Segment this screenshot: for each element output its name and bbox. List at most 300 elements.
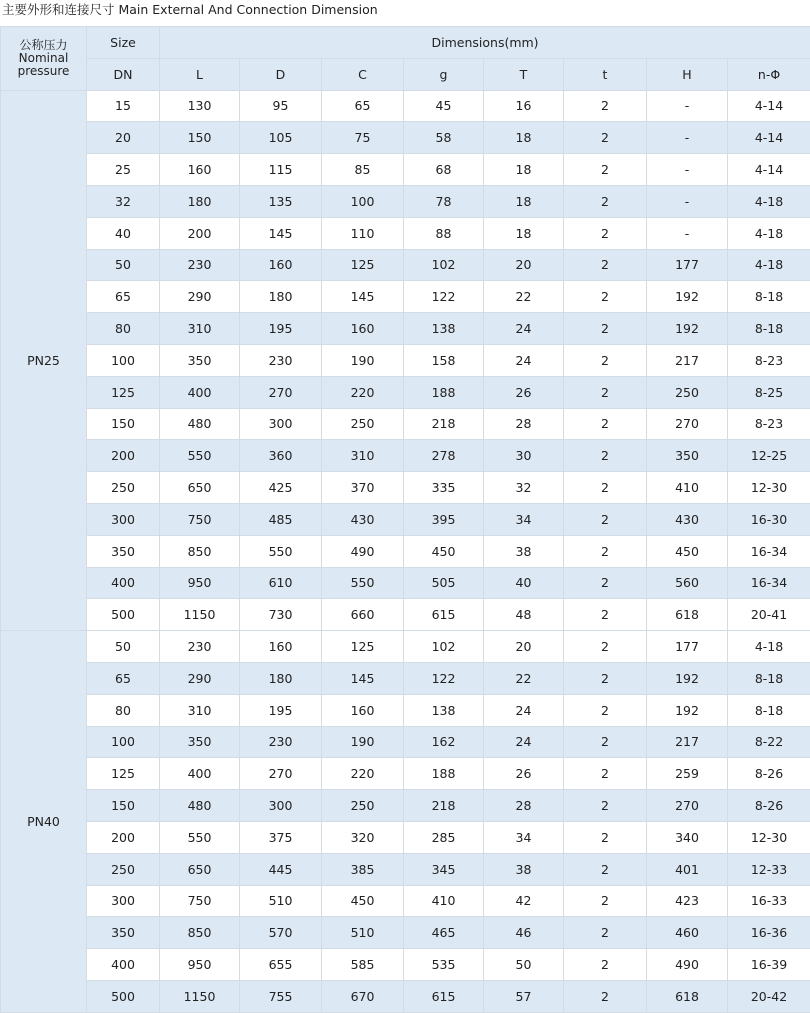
table-row	[1, 376, 810, 408]
table-cell: 24	[484, 694, 564, 726]
table-cell: 300	[87, 885, 160, 917]
table-cell: 200	[87, 821, 160, 853]
table-cell: 360	[240, 440, 322, 472]
table-cell: 18	[484, 185, 564, 217]
table-cell: 618	[647, 980, 728, 1012]
table-cell: 755	[240, 980, 322, 1012]
table-cell: 40	[87, 217, 160, 249]
table-row	[1, 440, 810, 472]
table-cell: -	[647, 90, 728, 122]
table-cell: 8-18	[728, 313, 810, 345]
table-cell: 20-42	[728, 980, 810, 1012]
table-cell: 410	[404, 885, 484, 917]
table-cell: 28	[484, 408, 564, 440]
header-col-h: H	[647, 58, 728, 90]
table-cell: 158	[404, 344, 484, 376]
table-cell: 58	[404, 122, 484, 154]
table-cell: 8-22	[728, 726, 810, 758]
table-cell: 20-41	[728, 599, 810, 631]
table-cell: 500	[87, 980, 160, 1012]
table-cell: 450	[322, 885, 404, 917]
table-cell: 192	[647, 313, 728, 345]
table-cell: 2	[564, 758, 647, 790]
table-cell: 950	[160, 949, 240, 981]
table-cell: 217	[647, 344, 728, 376]
table-cell: 135	[240, 185, 322, 217]
table-cell: 145	[322, 662, 404, 694]
table-cell: 290	[160, 281, 240, 313]
header-col-t-upper: T	[484, 58, 564, 90]
table-cell: 550	[322, 567, 404, 599]
table-cell: 300	[240, 408, 322, 440]
table-cell: 250	[87, 472, 160, 504]
table-cell: 490	[322, 535, 404, 567]
table-row	[1, 885, 810, 917]
table-cell: 160	[322, 694, 404, 726]
table-row	[1, 535, 810, 567]
table-cell: 2	[564, 408, 647, 440]
table-cell: 57	[484, 980, 564, 1012]
table-cell: -	[647, 154, 728, 186]
table-cell: 192	[647, 662, 728, 694]
table-cell: 95	[240, 90, 322, 122]
table-cell: 8-25	[728, 376, 810, 408]
table-cell: 350	[87, 917, 160, 949]
table-cell: 50	[87, 631, 160, 663]
table-cell: 2	[564, 281, 647, 313]
table-cell: 340	[647, 821, 728, 853]
table-cell: 25	[87, 154, 160, 186]
table-cell: 160	[240, 249, 322, 281]
table-cell: 345	[404, 853, 484, 885]
table-cell: 250	[647, 376, 728, 408]
table-cell: 145	[240, 217, 322, 249]
table-cell: 150	[160, 122, 240, 154]
table-cell: 400	[160, 376, 240, 408]
dimension-table	[0, 26, 810, 1013]
table-cell: 102	[404, 249, 484, 281]
table-cell: 1150	[160, 980, 240, 1012]
table-cell: 8-23	[728, 408, 810, 440]
table-cell: 50	[484, 949, 564, 981]
table-cell: 190	[322, 344, 404, 376]
table-cell: 320	[322, 821, 404, 853]
table-cell: 192	[647, 694, 728, 726]
table-cell: 285	[404, 821, 484, 853]
table-row	[1, 408, 810, 440]
table-cell: 230	[160, 631, 240, 663]
pressure-group-label: PN40	[1, 631, 87, 1013]
table-cell: 550	[160, 440, 240, 472]
table-cell: 32	[87, 185, 160, 217]
table-cell: 100	[87, 344, 160, 376]
table-cell: 4-18	[728, 631, 810, 663]
table-cell: 188	[404, 376, 484, 408]
table-cell: 177	[647, 631, 728, 663]
table-cell: 150	[87, 408, 160, 440]
table-row	[1, 90, 810, 122]
table-cell: 2	[564, 313, 647, 345]
table-cell: 250	[322, 408, 404, 440]
header-col-t-lower: t	[564, 58, 647, 90]
table-cell: 335	[404, 472, 484, 504]
table-cell: 180	[240, 662, 322, 694]
table-cell: 250	[322, 790, 404, 822]
table-cell: 8-18	[728, 281, 810, 313]
table-cell: 2	[564, 217, 647, 249]
table-cell: 20	[484, 249, 564, 281]
table-cell: 2	[564, 949, 647, 981]
table-cell: 505	[404, 567, 484, 599]
table-cell: 160	[160, 154, 240, 186]
table-cell: 500	[87, 599, 160, 631]
header-col-g: g	[404, 58, 484, 90]
table-cell: 110	[322, 217, 404, 249]
table-cell: 65	[322, 90, 404, 122]
table-cell: 4-18	[728, 185, 810, 217]
table-cell: 12-30	[728, 821, 810, 853]
table-row	[1, 122, 810, 154]
table-cell: 2	[564, 122, 647, 154]
table-cell: 32	[484, 472, 564, 504]
table-cell: 24	[484, 344, 564, 376]
table-title: 主要外形和连接尺寸 Main External And Connection Dimension	[2, 2, 378, 17]
header-columns	[1, 58, 810, 90]
table-cell: 24	[484, 313, 564, 345]
header-col-n-phi: n-Φ	[728, 58, 810, 90]
table-row	[1, 249, 810, 281]
table-cell: 138	[404, 694, 484, 726]
table-cell: 480	[160, 408, 240, 440]
table-cell: 2	[564, 185, 647, 217]
table-row	[1, 503, 810, 535]
header-dimensions: Dimensions(mm)	[160, 27, 810, 59]
table-row	[1, 472, 810, 504]
table-cell: 48	[484, 599, 564, 631]
table-cell: 585	[322, 949, 404, 981]
table-cell: 270	[647, 790, 728, 822]
table-row	[1, 344, 810, 376]
table-cell: 26	[484, 376, 564, 408]
table-cell: 560	[647, 567, 728, 599]
table-cell: 45	[404, 90, 484, 122]
table-cell: 350	[87, 535, 160, 567]
table-cell: 18	[484, 217, 564, 249]
table-cell: 480	[160, 790, 240, 822]
table-cell: 270	[647, 408, 728, 440]
table-cell: 290	[160, 662, 240, 694]
table-cell: 8-26	[728, 790, 810, 822]
table-cell: 370	[322, 472, 404, 504]
table-cell: 20	[484, 631, 564, 663]
table-row	[1, 313, 810, 345]
table-cell: 650	[160, 472, 240, 504]
table-cell: 250	[87, 853, 160, 885]
table-header	[1, 27, 810, 91]
table-cell: 162	[404, 726, 484, 758]
table-row	[1, 694, 810, 726]
table-cell: 80	[87, 313, 160, 345]
pressure-group-label: PN25	[1, 90, 87, 631]
table-cell: 160	[322, 313, 404, 345]
table-cell: 230	[240, 344, 322, 376]
table-cell: 850	[160, 535, 240, 567]
table-cell: 8-18	[728, 662, 810, 694]
table-cell: 550	[160, 821, 240, 853]
table-cell: 4-14	[728, 122, 810, 154]
table-cell: 300	[87, 503, 160, 535]
table-cell: 130	[160, 90, 240, 122]
table-cell: 145	[322, 281, 404, 313]
table-cell: 150	[87, 790, 160, 822]
table-cell: 42	[484, 885, 564, 917]
table-cell: 88	[404, 217, 484, 249]
table-cell: 30	[484, 440, 564, 472]
table-row	[1, 631, 810, 663]
table-cell: 15	[87, 90, 160, 122]
table-cell: 230	[160, 249, 240, 281]
table-cell: 28	[484, 790, 564, 822]
table-cell: 670	[322, 980, 404, 1012]
table-row	[1, 662, 810, 694]
table-cell: 220	[322, 758, 404, 790]
table-cell: 425	[240, 472, 322, 504]
table-cell: 80	[87, 694, 160, 726]
table-cell: 38	[484, 535, 564, 567]
table-cell: 230	[240, 726, 322, 758]
table-cell: 310	[322, 440, 404, 472]
table-cell: 460	[647, 917, 728, 949]
table-cell: 24	[484, 726, 564, 758]
table-cell: 180	[160, 185, 240, 217]
table-cell: 40	[484, 567, 564, 599]
table-cell: 160	[240, 631, 322, 663]
table-cell: 2	[564, 662, 647, 694]
table-cell: 2	[564, 249, 647, 281]
table-cell: 278	[404, 440, 484, 472]
table-cell: 22	[484, 281, 564, 313]
table-cell: 12-33	[728, 853, 810, 885]
table-cell: 270	[240, 758, 322, 790]
table-cell: 195	[240, 694, 322, 726]
header-col-d: D	[240, 58, 322, 90]
table-cell: 65	[87, 281, 160, 313]
table-cell: 430	[322, 503, 404, 535]
table-cell: 16-34	[728, 535, 810, 567]
table-cell: 2	[564, 90, 647, 122]
table-cell: 259	[647, 758, 728, 790]
table-cell: 20	[87, 122, 160, 154]
table-cell: 375	[240, 821, 322, 853]
table-cell: 610	[240, 567, 322, 599]
table-cell: 195	[240, 313, 322, 345]
table-cell: 2	[564, 599, 647, 631]
table-cell: 310	[160, 694, 240, 726]
table-body	[1, 90, 810, 1012]
table-cell: 100	[322, 185, 404, 217]
table-cell: 85	[322, 154, 404, 186]
table-cell: 270	[240, 376, 322, 408]
table-cell: 2	[564, 694, 647, 726]
table-cell: 730	[240, 599, 322, 631]
table-cell: 217	[647, 726, 728, 758]
table-cell: 350	[647, 440, 728, 472]
table-cell: 100	[87, 726, 160, 758]
table-cell: 4-14	[728, 90, 810, 122]
table-row	[1, 821, 810, 853]
table-cell: 2	[564, 472, 647, 504]
table-cell: 750	[160, 885, 240, 917]
table-cell: 410	[647, 472, 728, 504]
table-cell: 310	[160, 313, 240, 345]
table-cell: 385	[322, 853, 404, 885]
table-cell: 450	[404, 535, 484, 567]
table-row	[1, 599, 810, 631]
table-cell: 423	[647, 885, 728, 917]
table-cell: 2	[564, 726, 647, 758]
table-cell: 180	[240, 281, 322, 313]
table-row	[1, 567, 810, 599]
table-cell: 2	[564, 631, 647, 663]
table-cell: 535	[404, 949, 484, 981]
table-row	[1, 853, 810, 885]
table-cell: 16-39	[728, 949, 810, 981]
table-cell: 190	[322, 726, 404, 758]
table-cell: 615	[404, 980, 484, 1012]
table-cell: 12-25	[728, 440, 810, 472]
table-cell: 510	[322, 917, 404, 949]
table-row	[1, 154, 810, 186]
table-cell: 2	[564, 885, 647, 917]
table-cell: 350	[160, 344, 240, 376]
table-row	[1, 185, 810, 217]
table-cell: 177	[647, 249, 728, 281]
table-cell: 2	[564, 440, 647, 472]
table-cell: 2	[564, 376, 647, 408]
table-cell: 350	[160, 726, 240, 758]
table-row	[1, 726, 810, 758]
table-cell: 38	[484, 853, 564, 885]
table-cell: 4-14	[728, 154, 810, 186]
table-cell: 2	[564, 535, 647, 567]
table-cell: 68	[404, 154, 484, 186]
table-cell: 22	[484, 662, 564, 694]
table-cell: 26	[484, 758, 564, 790]
table-cell: 200	[160, 217, 240, 249]
table-cell: 12-30	[728, 472, 810, 504]
table-cell: 115	[240, 154, 322, 186]
header-col-dn: DN	[87, 58, 160, 90]
table-cell: 1150	[160, 599, 240, 631]
table-cell: 16-34	[728, 567, 810, 599]
table-cell: 125	[87, 376, 160, 408]
table-row	[1, 217, 810, 249]
table-cell: 16-33	[728, 885, 810, 917]
table-cell: 2	[564, 853, 647, 885]
table-cell: 570	[240, 917, 322, 949]
table-cell: 655	[240, 949, 322, 981]
header-size: Size	[87, 27, 160, 59]
table-cell: 401	[647, 853, 728, 885]
table-cell: 618	[647, 599, 728, 631]
header-col-c: C	[322, 58, 404, 90]
table-cell: 615	[404, 599, 484, 631]
table-cell: 450	[647, 535, 728, 567]
table-cell: 218	[404, 408, 484, 440]
table-cell: 300	[240, 790, 322, 822]
table-cell: 750	[160, 503, 240, 535]
table-cell: 46	[484, 917, 564, 949]
table-cell: 2	[564, 154, 647, 186]
table-cell: 8-26	[728, 758, 810, 790]
header-nominal-pressure: 公称压力 Nominal pressure	[1, 27, 87, 91]
table-cell: 8-23	[728, 344, 810, 376]
table-cell: 400	[87, 949, 160, 981]
table-cell: 34	[484, 821, 564, 853]
table-row	[1, 281, 810, 313]
table-cell: 125	[87, 758, 160, 790]
table-cell: 122	[404, 281, 484, 313]
table-cell: 218	[404, 790, 484, 822]
table-cell: 2	[564, 917, 647, 949]
table-cell: 220	[322, 376, 404, 408]
table-cell: 2	[564, 567, 647, 599]
table-cell: 4-18	[728, 249, 810, 281]
table-cell: 125	[322, 631, 404, 663]
table-cell: 16	[484, 90, 564, 122]
table-cell: 102	[404, 631, 484, 663]
table-cell: -	[647, 122, 728, 154]
table-cell: 65	[87, 662, 160, 694]
table-cell: 2	[564, 821, 647, 853]
table-cell: 122	[404, 662, 484, 694]
table-cell: 105	[240, 122, 322, 154]
table-cell: 125	[322, 249, 404, 281]
table-cell: 445	[240, 853, 322, 885]
table-cell: 510	[240, 885, 322, 917]
table-cell: 660	[322, 599, 404, 631]
table-cell: 8-18	[728, 694, 810, 726]
table-cell: 490	[647, 949, 728, 981]
table-cell: 138	[404, 313, 484, 345]
table-cell: 78	[404, 185, 484, 217]
table-cell: 192	[647, 281, 728, 313]
table-cell: 485	[240, 503, 322, 535]
table-row	[1, 949, 810, 981]
table-cell: 400	[87, 567, 160, 599]
table-cell: 2	[564, 344, 647, 376]
table-cell: 650	[160, 853, 240, 885]
table-cell: 16-36	[728, 917, 810, 949]
table-row	[1, 917, 810, 949]
table-cell: 50	[87, 249, 160, 281]
table-cell: 75	[322, 122, 404, 154]
table-cell: 34	[484, 503, 564, 535]
table-cell: 2	[564, 790, 647, 822]
table-row	[1, 980, 810, 1012]
table-cell: 18	[484, 154, 564, 186]
table-cell: 395	[404, 503, 484, 535]
table-cell: -	[647, 217, 728, 249]
table-cell: 2	[564, 503, 647, 535]
table-cell: 18	[484, 122, 564, 154]
table-cell: 400	[160, 758, 240, 790]
table-row	[1, 758, 810, 790]
table-cell: -	[647, 185, 728, 217]
header-col-l: L	[160, 58, 240, 90]
table-cell: 550	[240, 535, 322, 567]
table-cell: 188	[404, 758, 484, 790]
